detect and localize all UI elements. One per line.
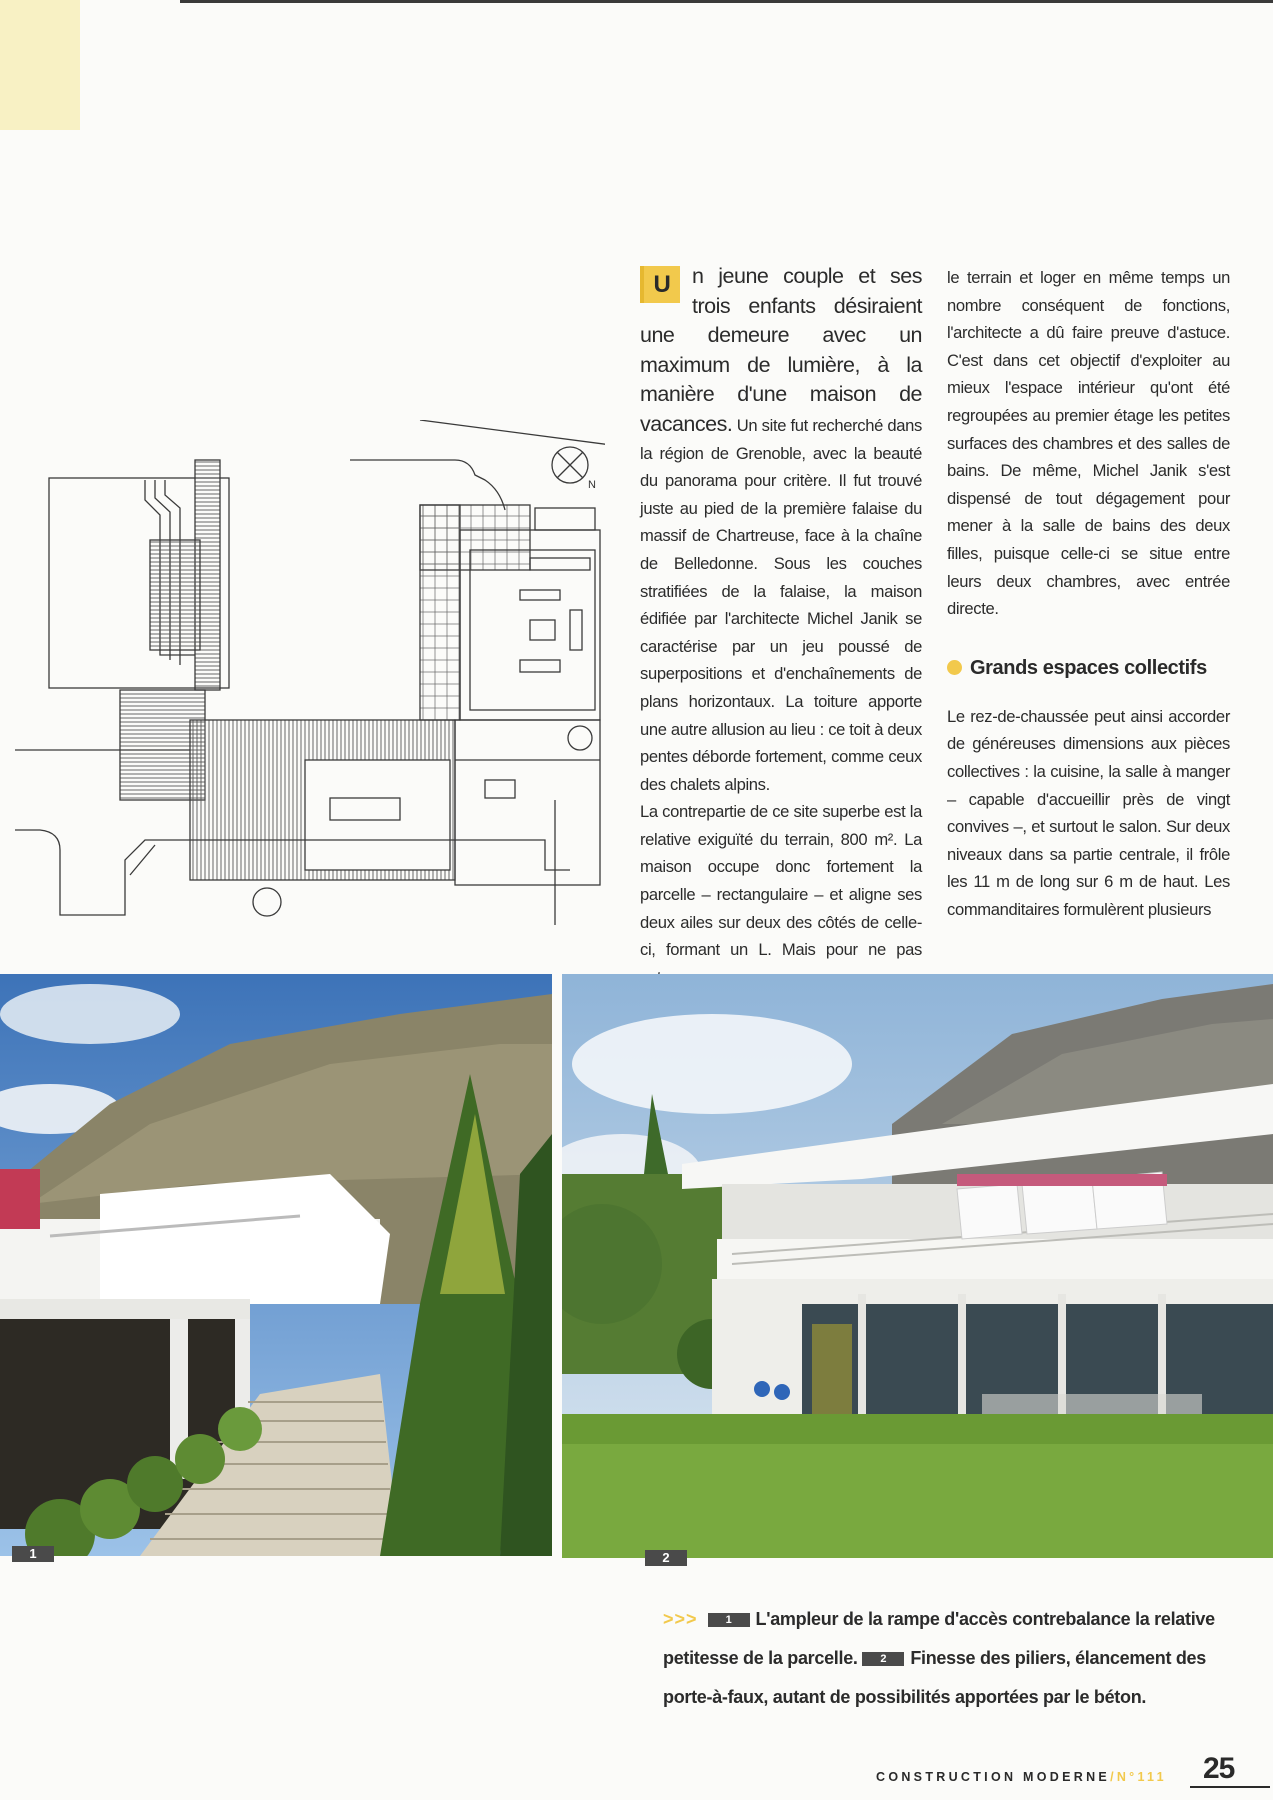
issue-number: /N°111	[1110, 1770, 1167, 1784]
tree-symbol	[253, 888, 281, 916]
spiral-stair	[568, 726, 592, 750]
paragraph-text: Un site fut recherché dans la région de Grenoble, avec la beauté du panorama pour critère. Il fut trouvé juste au pied de la première falaise du massif de Chartreuse, face à la chaîne de Belledonne. Sous les couches stratifiées de la falaise, la maison édifiée par l'architecte Michel Janik se caractérise par un jeu poussé de superpositions et d'enchaînements de plans horizontaux. La toiture apporte une autre allusion au lieu : ce toit à deux pentes déborde fortement, comme ceux des chalets alpins.	[640, 415, 922, 794]
kitchen-block	[455, 720, 600, 885]
section-heading-text: Grands espaces collectifs	[970, 656, 1207, 679]
magazine-name: CONSTRUCTION MODERNE	[876, 1770, 1111, 1784]
dropcap: U	[640, 266, 680, 303]
access-path	[350, 460, 505, 510]
caption-text-1: L'ampleur de la rampe d'accès contrebalance la relative petitesse de la parcelle.	[663, 1609, 1215, 1668]
article-column-1	[640, 262, 922, 991]
tiled-terrace	[420, 505, 530, 570]
coffee-table	[530, 620, 555, 640]
dining-room	[305, 760, 450, 870]
sofa	[570, 610, 582, 650]
paragraph-3: le terrain et loger en même temps un nombre conséquent de fonctions, l'architecte a dû faire preuve d'astuce. C'est dans cet objectif d'exploiter au mieux l'espace intérieur qu'ont été regroupées au premier étage les petites surfaces des chambres et des salles de bains. De même, Michel Janik s'est dispensé de tout dégagement pour mener à la salle de bains des deux filles, puisque celle-ci se situe entre leurs deux chambres, avec entrée directe.	[947, 268, 1230, 619]
photo-facade	[562, 974, 1273, 1558]
caption-text-2: Finesse des piliers, élancement des porte-à-faux, autant de possibilités apportées par le béton.	[663, 1648, 1206, 1707]
north-label: N	[588, 479, 596, 491]
caption-number-2: 2	[862, 1652, 904, 1666]
photo-stairs	[0, 974, 552, 1556]
page-number: 25	[1203, 1752, 1235, 1785]
paragraph-2: La contrepartie de ce site superbe est la relative exiguïté du terrain, 800 m². La maison occupe donc fortement la parcelle – rectangulaire – et aligne ses deux ailes sur deux des côtés de celle-ci, formant un L. Mais pour ne pas	[640, 802, 922, 960]
section-heading	[947, 655, 1230, 681]
caption-arrows: >>>	[663, 1609, 698, 1629]
photo-2-number: 2	[645, 1550, 687, 1566]
paragraph-4: Le rez-de-chaussée peut ainsi accorder de généreuses dimensions aux pièces collectives : la cuisine, la salle à manger – capable d'accueillir près de vingt convives –, et surtout le salon. Sur deux niveaux dans sa partie centrale, il frôle les 11 m de long sur 6 m de haut. Les commanditaires formulèrent plusieurs	[947, 706, 1230, 919]
wc	[535, 508, 595, 530]
article-column-2	[947, 264, 1230, 923]
page-tab-marker	[0, 0, 80, 130]
photo-1-number: 1	[12, 1546, 54, 1562]
lede-text: n jeune couple et ses trois enfants désiraient une demeure avec un maximum de lumière, à la manière d'une maison de vacances.	[640, 264, 922, 436]
garden-steps	[150, 540, 200, 650]
intro-paragraph	[640, 262, 922, 798]
sofa	[520, 660, 560, 672]
site-boundary-line	[420, 420, 605, 445]
caption-number-1: 1	[708, 1613, 750, 1627]
top-rule	[180, 0, 1273, 3]
ramp-line	[130, 845, 155, 875]
bench	[530, 558, 590, 570]
footer-magazine	[876, 1770, 1167, 1784]
sofa	[520, 590, 560, 600]
floor-plan-drawing	[15, 420, 605, 925]
living-inner	[470, 550, 595, 710]
bullet-dot-icon	[947, 660, 962, 675]
page-number-rule	[1190, 1786, 1270, 1788]
kitchen-counter	[485, 780, 515, 798]
photo-caption	[663, 1600, 1223, 1717]
